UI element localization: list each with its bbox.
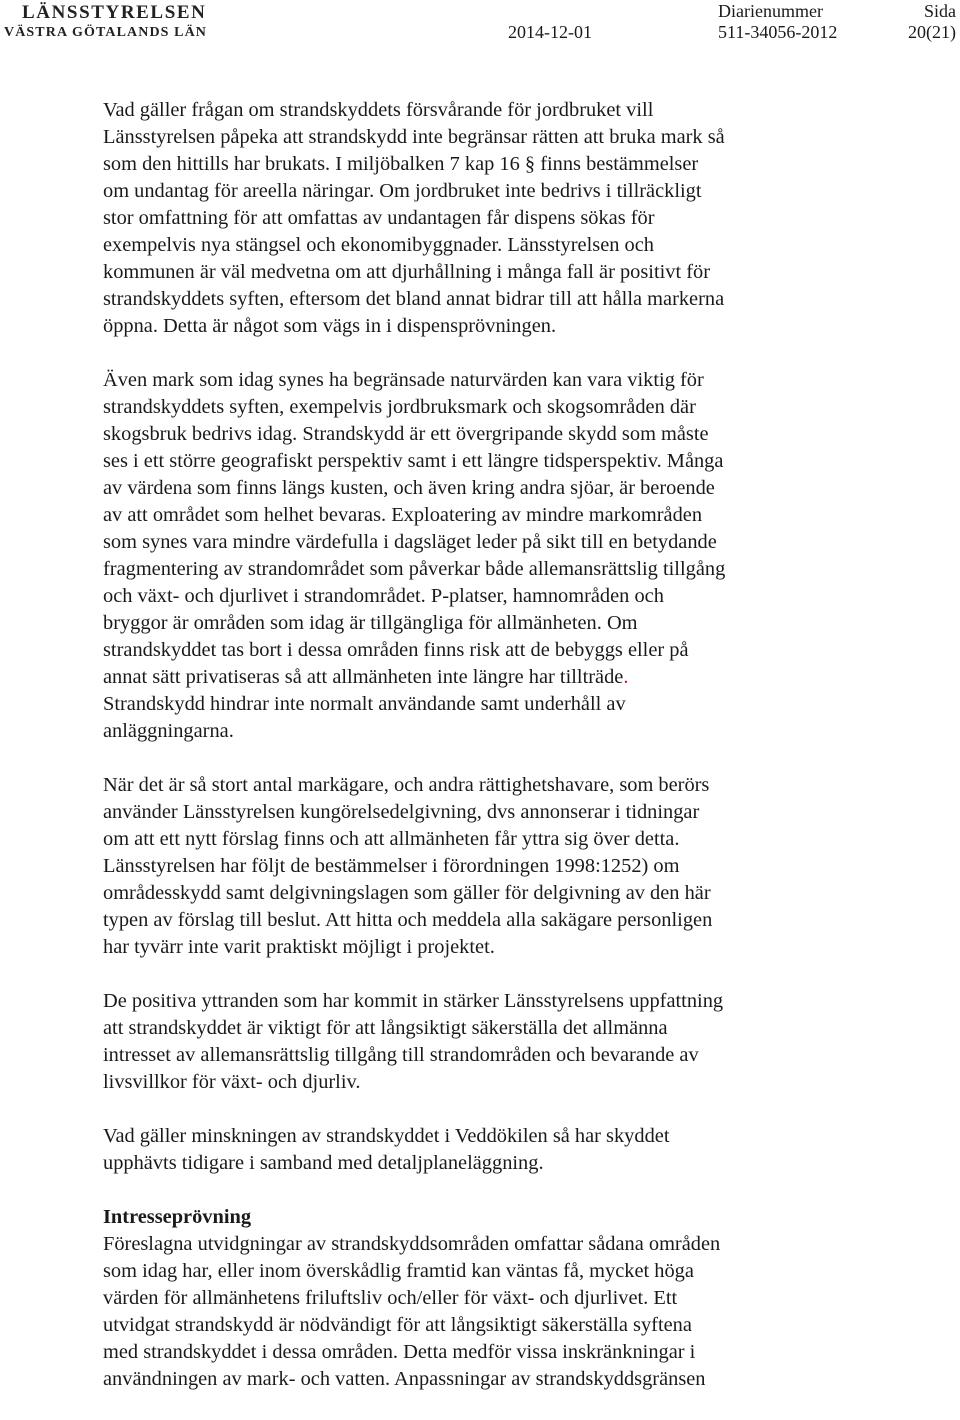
- body-paragraph: [103, 367, 923, 745]
- text-line: har tyvärr inte varit praktiskt möjligt i projektet.: [103, 936, 495, 958]
- text-line: utvidgat strandskydd är nödvändigt för att långsiktigt säkerställa syftena: [103, 1314, 692, 1336]
- text-line: Strandskydd hindrar inte normalt användande samt underhåll av: [103, 693, 626, 715]
- page-number: 20(21): [908, 22, 956, 42]
- text-line: strandskyddet tas bort i dessa områden finns risk att de bebyggs eller på: [103, 639, 689, 661]
- text-line: upphävts tidigare i samband med detaljplaneläggning.: [103, 1152, 544, 1174]
- body-paragraph: [103, 1123, 923, 1177]
- text-line: områdesskydd samt delgivningslagen som gäller för delgivning av den här: [103, 882, 711, 904]
- text-line: av att området som helhet bevaras. Exploatering av mindre markområden: [103, 504, 703, 526]
- text-line: med strandskyddet i dessa områden. Detta medför vissa inskränkningar i: [103, 1341, 696, 1363]
- page-label: Sida: [923, 1, 956, 21]
- text-line: värden för allmänhetens friluftsliv och/eller för växt- och djurlivet. Ett: [103, 1287, 678, 1309]
- diarienummer-value: 511-34056-2012: [718, 22, 838, 42]
- text-line: Länsstyrelsen har följt de bestämmelser i förordningen 1998:1252) om: [103, 855, 680, 877]
- text-line: och växt- och djurlivet i strandområdet. P-platser, hamnområden och: [103, 585, 664, 607]
- text-line: som den hittills har brukats. I miljöbalken 7 kap 16 § finns bestämmelser: [103, 153, 699, 175]
- text-line: Föreslagna utvidgningar av strandskyddsområden omfattar sådana områden: [103, 1233, 721, 1255]
- diarienummer-label: Diarienummer: [718, 1, 823, 21]
- text-line: kommunen är väl medvetna om att djurhållning i många fall är positivt för: [103, 261, 711, 283]
- text-line: typen av förslag till beslut. Att hitta och meddela alla sakägare personligen: [103, 909, 713, 931]
- text-line: använder Länsstyrelsen kungörelsedelgivning, dvs annonserar i tidningar: [103, 801, 700, 823]
- page-header: [0, 0, 960, 48]
- section-paragraph: [103, 1231, 923, 1393]
- text-line: Vad gäller frågan om strandskyddets försvårande för jordbruket vill: [103, 99, 654, 121]
- text-line: bryggor är områden som idag är tillgängliga för allmänheten. Om: [103, 612, 638, 634]
- text-line: fragmentering av strandområdet som påverkar både allemansrättslig tillgång: [103, 558, 726, 580]
- text-line: Vad gäller minskningen av strandskyddet i Veddökilen så har skyddet: [103, 1125, 670, 1147]
- text-line: intresset av allemansrättslig tillgång till strandområden och bevarande av: [103, 1044, 699, 1066]
- text-line: öppna. Detta är något som vägs in i dispensprövningen.: [103, 315, 557, 337]
- text-line: skogsbruk bedrivs idag. Strandskydd är ett övergripande skydd som måste: [103, 423, 709, 445]
- text-line: som idag har, eller inom överskådlig framtid kan väntas få, mycket höga: [103, 1260, 694, 1282]
- text-line: [103, 664, 923, 691]
- agency-logo-name: LÄNSSTYRELSEN: [22, 2, 207, 23]
- paragraph-list: [103, 97, 923, 1177]
- agency-logo-region: VÄSTRA GÖTALANDS LÄN: [4, 25, 207, 40]
- document-date: 2014-12-01: [508, 22, 592, 42]
- text-line: stor omfattning för att omfattas av undantagen får dispens sökas för: [103, 207, 655, 229]
- text-line: strandskyddets syften, eftersom det bland annat bidrar till att hålla markerna: [103, 288, 725, 310]
- text-line: livsvillkor för växt- och djurliv.: [103, 1071, 361, 1093]
- text-line-content: annat sätt privatiseras så att allmänheten inte längre har tillträde: [103, 666, 624, 688]
- text-line: Länsstyrelsen påpeka att strandskydd inte begränsar rätten att bruka mark så: [103, 126, 725, 148]
- text-line: användningen av mark- och vatten. Anpassningar av strandskyddsgränsen: [103, 1368, 706, 1390]
- text-line: exempelvis nya stängsel och ekonomibyggnader. Länsstyrelsen och: [103, 234, 654, 256]
- section-heading: Intresseprövning: [103, 1206, 252, 1228]
- text-line: De positiva yttranden som har kommit in stärker Länsstyrelsens uppfattning: [103, 990, 724, 1012]
- body-paragraph: [103, 97, 923, 340]
- text-line: anläggningarna.: [103, 720, 234, 742]
- text-line: strandskyddets syften, exempelvis jordbruksmark och skogsområden där: [103, 396, 696, 418]
- text-line: Även mark som idag synes ha begränsade naturvärden kan vara viktig för: [103, 369, 704, 391]
- text-line: om undantag för areella näringar. Om jordbruket inte bedrivs i tillräckligt: [103, 180, 702, 202]
- body-paragraph: [103, 772, 923, 961]
- text-line: att strandskyddet är viktigt för att långsiktigt säkerställa det allmänna: [103, 1017, 668, 1039]
- text-line: ses i ett större geografiskt perspektiv samt i ett längre tidsperspektiv. Många: [103, 450, 724, 472]
- body-paragraph: [103, 988, 923, 1096]
- text-line: som synes vara mindre värdefulla i dagsläget leder på sikt till en betydande: [103, 531, 717, 553]
- text-line: När det är så stort antal markägare, och andra rättighetshavare, som berörs: [103, 774, 710, 796]
- text-line: av värdena som finns längs kusten, och även kring andra sjöar, är beroende: [103, 477, 715, 499]
- document-body: [103, 97, 923, 1420]
- highlighted-period: .: [623, 666, 629, 688]
- text-line: om att ett nytt förslag finns och att allmänheten får yttra sig över detta.: [103, 828, 680, 850]
